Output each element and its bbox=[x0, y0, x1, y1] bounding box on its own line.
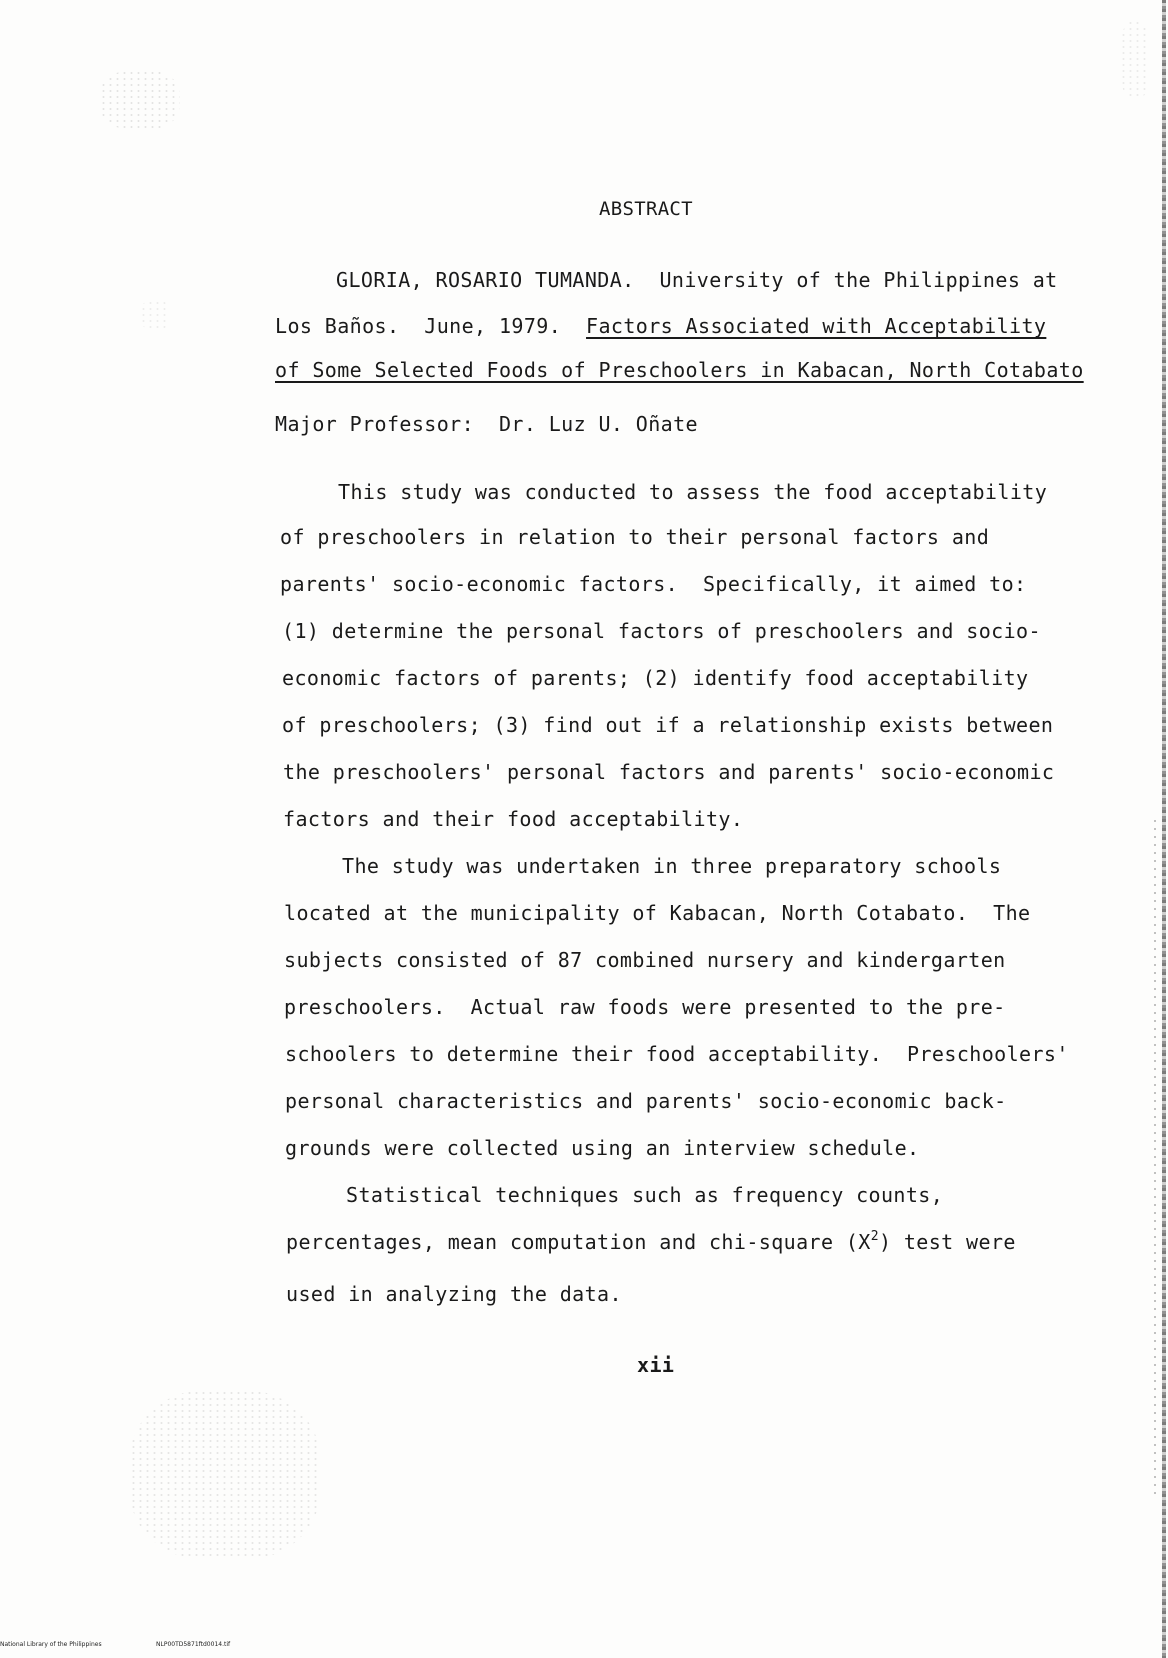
paragraph-3-line bbox=[286, 1230, 1016, 1254]
paragraph-1-line: (1) determine the personal factors of preschoolers and socio- bbox=[282, 619, 1041, 643]
paragraph-2-line: preschoolers. Actual raw foods were presented to the pre- bbox=[284, 995, 1006, 1019]
paragraph-3-text: ) test were bbox=[878, 1230, 1016, 1254]
paragraph-2-line: located at the municipality of Kabacan, North Cotabato. The bbox=[284, 901, 1031, 925]
scan-speckle-left bbox=[140, 300, 170, 330]
thesis-title-part-2: of Some Selected Foods of Preschoolers in Kabacan, North Cotabato bbox=[275, 358, 1084, 382]
paragraph-2-line: The study was undertaken in three preparatory schools bbox=[342, 854, 1002, 878]
scan-edge-right bbox=[1162, 0, 1166, 1658]
paragraph-1-line: This study was conducted to assess the food acceptability bbox=[338, 480, 1048, 504]
paragraph-1-line: of preschoolers in relation to their personal factors and bbox=[280, 525, 990, 549]
footer-library-name: National Library of the Philippines bbox=[0, 1641, 102, 1648]
citation-line-1: GLORIA, ROSARIO TUMANDA. University of the Philippines at bbox=[336, 268, 1058, 292]
superscript-2: 2 bbox=[870, 1229, 879, 1244]
thesis-title-part-1: Factors Associated with Acceptability bbox=[586, 314, 1047, 338]
citation-date: Los Baños. June, 1979. bbox=[275, 314, 587, 338]
paragraph-1-line: parents' socio-economic factors. Specifically, it aimed to: bbox=[280, 572, 1027, 596]
footer-file-id: NLP00TD5871ftd0014.tif bbox=[156, 1641, 231, 1648]
paragraph-2-line: grounds were collected using an interview schedule. bbox=[285, 1136, 920, 1160]
paragraph-1-line: factors and their food acceptability. bbox=[283, 807, 744, 831]
paragraph-2-line: subjects consisted of 87 combined nursery and kindergarten bbox=[284, 948, 1006, 972]
paragraph-2-line: schoolers to determine their food acceptability. Preschoolers' bbox=[285, 1042, 1069, 1066]
paragraph-3-line: Statistical techniques such as frequency counts, bbox=[346, 1183, 944, 1207]
paragraph-1-line: of preschoolers; (3) find out if a relationship exists between bbox=[282, 713, 1054, 737]
paragraph-2-line: personal characteristics and parents' socio-economic back- bbox=[285, 1089, 1007, 1113]
citation-line-2 bbox=[275, 314, 1046, 338]
scan-speckle-bottom-left bbox=[130, 1390, 320, 1560]
paragraph-1-line: the preschoolers' personal factors and parents' socio-economic bbox=[283, 760, 1055, 784]
paragraph-1-line: economic factors of parents; (2) identify food acceptability bbox=[282, 666, 1029, 690]
paragraph-3-text: percentages, mean computation and chi-square (X bbox=[286, 1230, 871, 1254]
page-number: xii bbox=[637, 1353, 675, 1377]
scan-speckle-top-right bbox=[1120, 20, 1150, 100]
scan-speckle-top-left bbox=[100, 70, 180, 130]
paragraph-3-line: used in analyzing the data. bbox=[286, 1282, 622, 1306]
abstract-heading: ABSTRACT bbox=[599, 198, 693, 220]
major-professor-line: Major Professor: Dr. Luz U. Oñate bbox=[275, 412, 698, 436]
scan-edge-right-inner bbox=[1154, 820, 1156, 1500]
